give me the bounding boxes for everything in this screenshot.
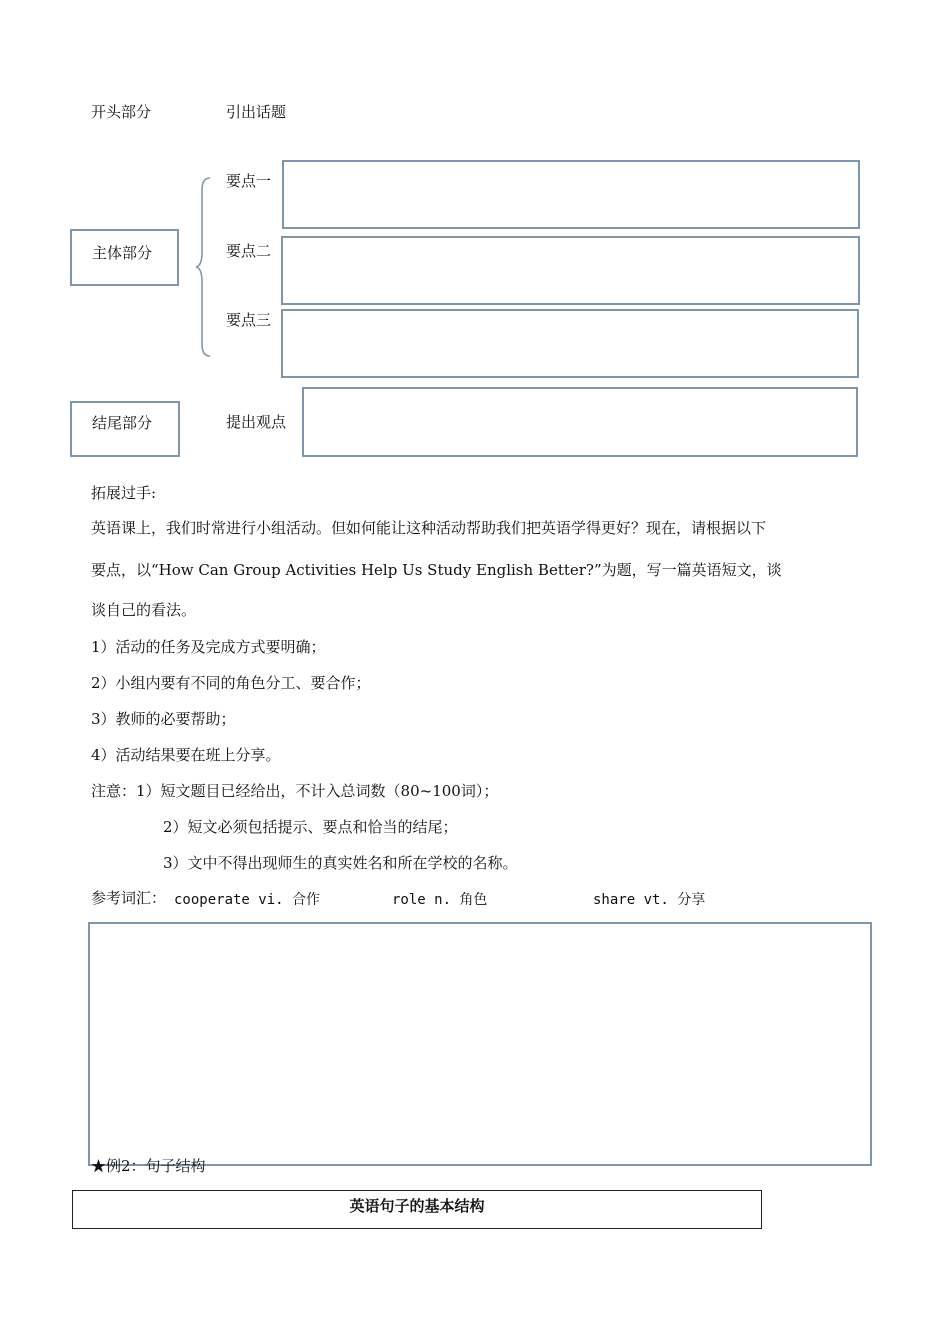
ending-desc: 提出观点 — [226, 413, 287, 431]
curly-brace — [194, 176, 214, 358]
ending-label: 结尾部分 — [92, 414, 153, 432]
body-label-box — [70, 229, 179, 286]
ending-label-box — [70, 401, 180, 457]
note-item: 2）短文必须包括提示、要点和恰当的结尾； — [163, 818, 458, 836]
table-title: 英语句子的基本结构 — [349, 1197, 485, 1215]
point-2-answer-box[interactable] — [281, 236, 860, 305]
exercise-heading: 拓展过手: — [91, 484, 157, 502]
sentence-structure-table — [72, 1190, 762, 1229]
example-heading: ★例2：句子结构 — [91, 1157, 206, 1175]
note-item: 3）文中不得出现师生的真实姓名和所在学校的名称。 — [163, 854, 518, 872]
point-1-label: 要点一 — [226, 172, 272, 190]
prompt-line-1: 英语课上，我们时常进行小组活动。但如何能让这种活动帮助我们把英语学得更好？现在，请根据以下 — [91, 519, 767, 537]
point-1-answer-box[interactable] — [282, 160, 860, 229]
prompt-line-2: 要点，以“How Can Group Activities Help Us Study English Better?”为题，写一篇英语短文，谈 — [91, 561, 782, 579]
vocab-item: share vt. 分享 — [593, 892, 706, 908]
requirement-item: 1）活动的任务及完成方式要明确； — [91, 638, 326, 656]
vocab-item: cooperate vi. 合作 — [174, 892, 321, 908]
vocab-item: role n. 角色 — [392, 892, 488, 908]
requirement-item: 3）教师的必要帮助； — [91, 710, 236, 728]
point-3-answer-box[interactable] — [281, 309, 859, 378]
ending-answer-box[interactable] — [302, 387, 858, 457]
prompt-line-3: 谈自己的看法。 — [91, 601, 197, 619]
requirement-item: 4）活动结果要在班上分享。 — [91, 746, 281, 764]
point-2-label: 要点二 — [226, 242, 272, 260]
opening-label: 开头部分 — [91, 103, 152, 121]
note-item: 注意：1）短文题目已经给出，不计入总词数（80~100词）； — [91, 782, 499, 800]
body-label: 主体部分 — [92, 244, 153, 262]
requirement-item: 2）小组内要有不同的角色分工、要合作； — [91, 674, 371, 692]
vocab-label: 参考词汇： — [91, 889, 167, 907]
writing-answer-box[interactable] — [88, 922, 872, 1166]
opening-desc: 引出话题 — [226, 103, 287, 121]
point-3-label: 要点三 — [226, 311, 272, 329]
